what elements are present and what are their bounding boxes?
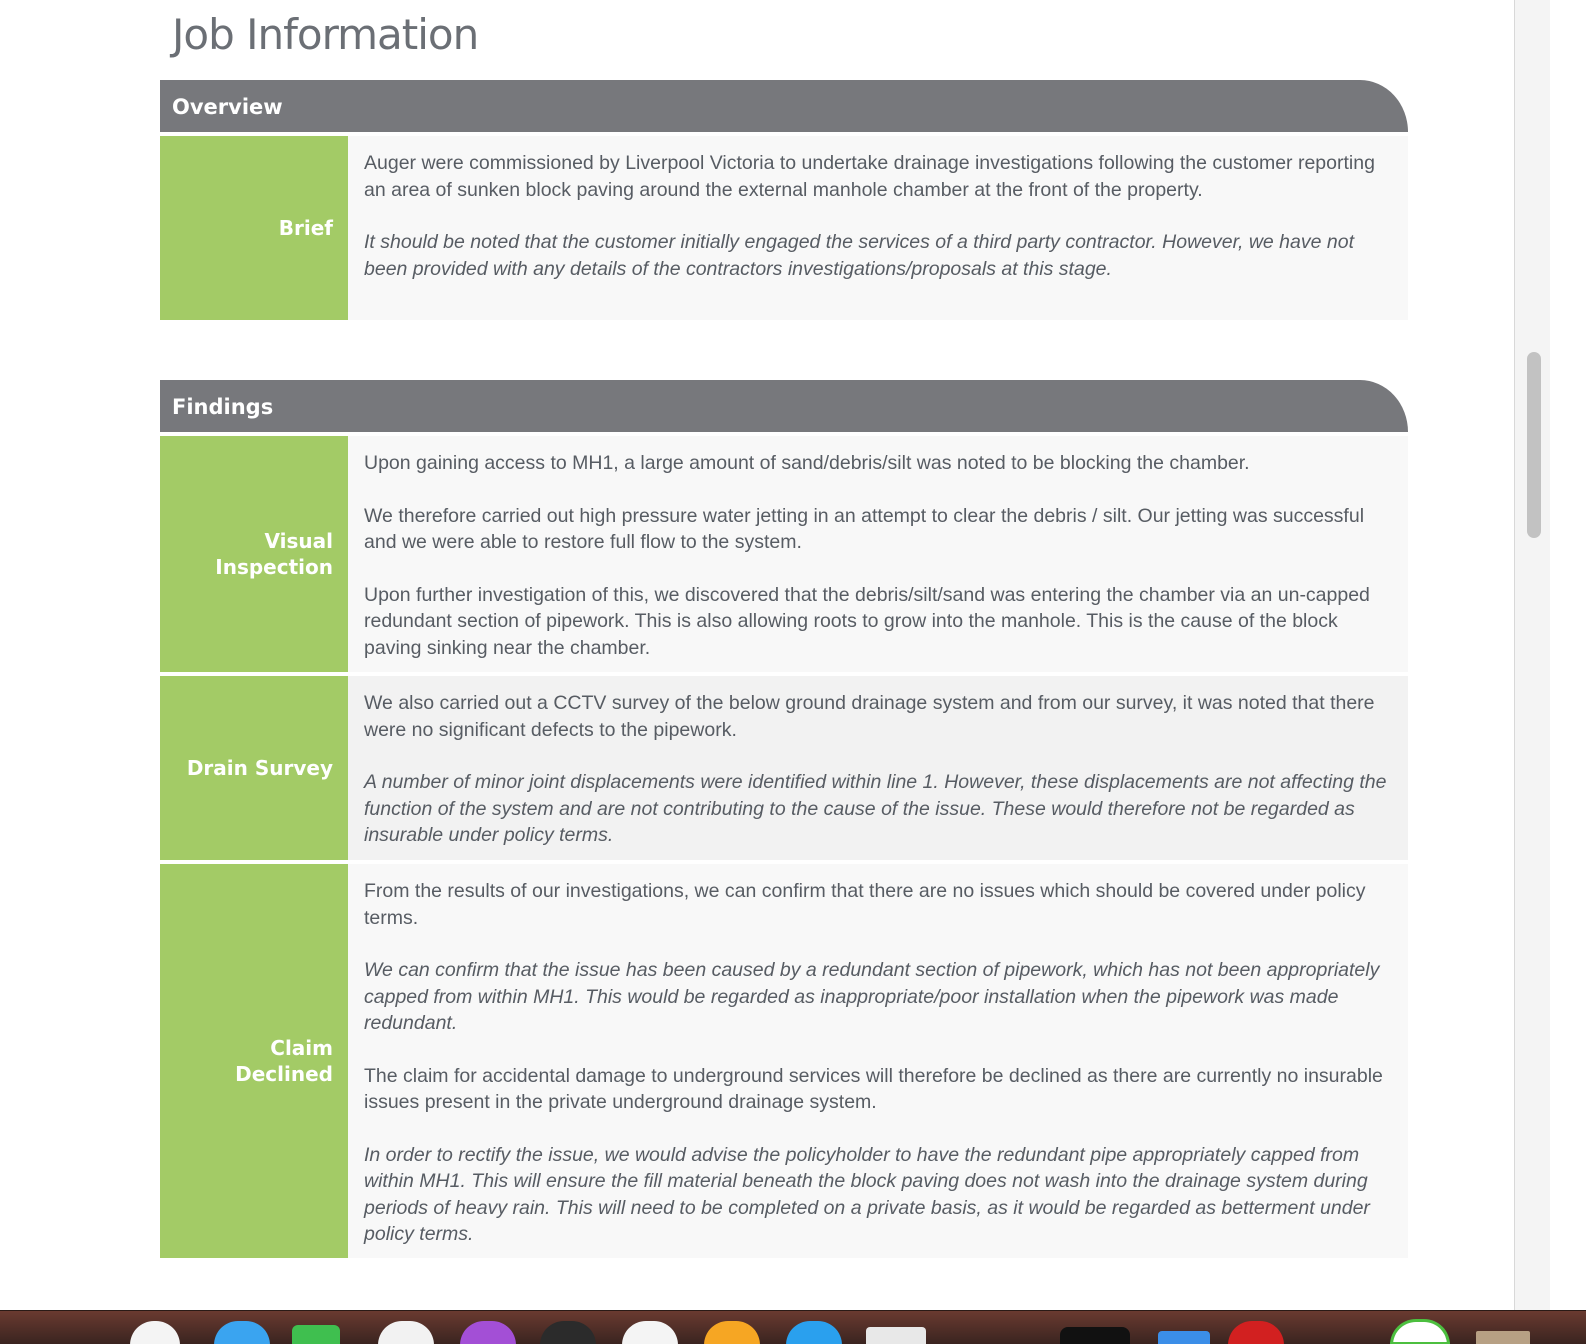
page-title: Job Information bbox=[172, 10, 479, 59]
brief-row bbox=[160, 136, 1408, 320]
findings-header: Findings bbox=[160, 380, 1408, 432]
claim-declined-paragraph-1: From the results of our investigations, we can confirm that there are no issues which should be covered under policy terms. bbox=[364, 880, 1366, 929]
drain-survey-paragraph-2: A number of minor joint displacements were identified within line 1. However, these displacements are not affecting the function of the system and are not contributing to the cause of the issue. These would therefore not be regarded as insurable under policy terms. bbox=[364, 771, 1387, 846]
claim-declined-row bbox=[160, 864, 1408, 1258]
dock-app-icon[interactable] bbox=[130, 1321, 180, 1344]
vertical-scrollbar[interactable] bbox=[1514, 0, 1550, 1310]
overview-header: Overview bbox=[160, 80, 1408, 132]
visual-inspection-paragraph-3: Upon further investigation of this, we discovered that the debris/silt/sand was entering the chamber via an un-capped redundant section of pipework. This is also allowing roots to grow into the manhole. This is the cause of the block paving sinking near the chamber. bbox=[364, 583, 1370, 659]
dock-app-icon[interactable] bbox=[1158, 1331, 1210, 1344]
dock-app-icon[interactable] bbox=[292, 1325, 340, 1344]
claim-declined-paragraph-2: We can confirm that the issue has been caused by a redundant section of pipework, which has not been appropriately capped from within MH1. This would be regarded as inappropriate/poor installation when the pipework was made redundant. bbox=[364, 959, 1380, 1034]
dock-app-icon[interactable] bbox=[786, 1321, 842, 1344]
visual-inspection-paragraph-2: We therefore carried out high pressure water jetting in an attempt to clear the debris / silt. Our jetting was successful and we were able to restore full flow to the system. bbox=[364, 504, 1365, 553]
visual-inspection-label bbox=[160, 436, 348, 672]
visual-inspection-paragraph-1: Upon gaining access to MH1, a large amount of sand/debris/silt was noted to be blocking the chamber. bbox=[364, 452, 1250, 474]
dock-app-icon[interactable] bbox=[1228, 1321, 1284, 1344]
claim-declined-paragraph-3: The claim for accidental damage to underground services will therefore be declined as there are currently no insurable issues present in the private underground drainage system. bbox=[364, 1064, 1383, 1113]
findings-section bbox=[160, 380, 1408, 1258]
drain-survey-row bbox=[160, 676, 1408, 860]
dock-app-icon[interactable] bbox=[622, 1321, 678, 1344]
visual-inspection-body bbox=[348, 436, 1408, 672]
visual-inspection-row bbox=[160, 436, 1408, 672]
overview-section bbox=[160, 80, 1408, 320]
dock-app-icon[interactable] bbox=[460, 1321, 516, 1344]
brief-label-line: Brief bbox=[278, 216, 333, 240]
claim-declined-label-line-1: Claim bbox=[270, 1036, 333, 1060]
visual-inspection-label-line-2: Inspection bbox=[215, 555, 333, 579]
dock-bar bbox=[0, 1310, 1586, 1344]
dock-app-icon[interactable] bbox=[1390, 1319, 1450, 1344]
drain-survey-body bbox=[348, 676, 1408, 860]
dock-app-icon[interactable] bbox=[214, 1321, 270, 1344]
dock-app-icon[interactable] bbox=[704, 1321, 760, 1344]
dock-app-icon[interactable] bbox=[866, 1327, 926, 1344]
dock-app-icon[interactable] bbox=[540, 1321, 596, 1344]
brief-paragraph-note: It should be noted that the customer initially engaged the services of a third party contractor. However, we have not been provided with any details of the contractors investigations/proposals at this stage. bbox=[364, 231, 1354, 280]
drain-survey-paragraph-1: We also carried out a CCTV survey of the below ground drainage system and from our survey, it was noted that there were no significant defects to the pipework. bbox=[364, 692, 1375, 741]
dock-app-icon[interactable] bbox=[378, 1321, 434, 1344]
claim-declined-paragraph-4: In order to rectify the issue, we would advise the policyholder to have the redundant pipe appropriately capped from within MH1. This will ensure the fill material beneath the block paving does not wash into the drainage system during periods of heavy rain. This will need to be completed on a private basis, as it would be regarded as betterment under policy terms. bbox=[364, 1143, 1370, 1245]
dock-app-icon[interactable] bbox=[1060, 1327, 1130, 1344]
brief-body bbox=[348, 136, 1408, 320]
drain-survey-label bbox=[160, 676, 348, 860]
visual-inspection-label-line-1: Visual bbox=[264, 529, 333, 553]
brief-label bbox=[160, 136, 348, 320]
dock-app-icon[interactable] bbox=[1476, 1331, 1530, 1344]
drain-survey-label-line: Drain Survey bbox=[186, 756, 333, 780]
claim-declined-label bbox=[160, 864, 348, 1258]
claim-declined-label-line-2: Declined bbox=[235, 1062, 333, 1086]
brief-paragraph: Auger were commissioned by Liverpool Victoria to undertake drainage investigations following the customer reporting an area of sunken block paving around the external manhole chamber at the front of the property. bbox=[364, 152, 1375, 201]
scrollbar-thumb[interactable] bbox=[1527, 352, 1541, 538]
claim-declined-body bbox=[348, 864, 1408, 1258]
